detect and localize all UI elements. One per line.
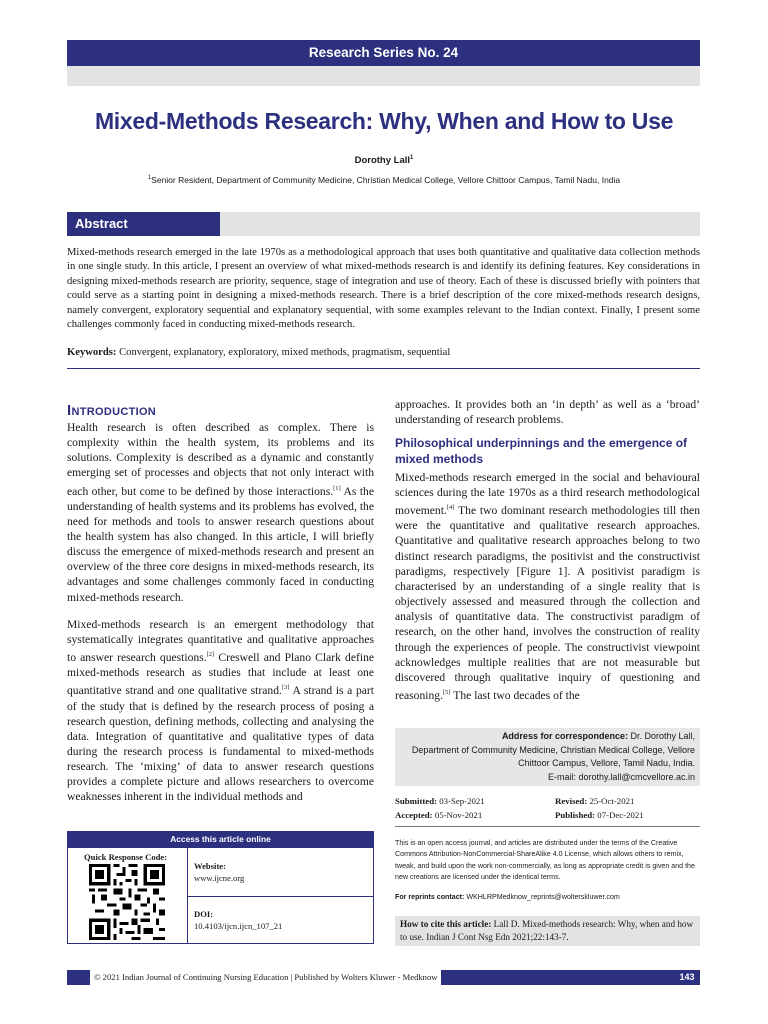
abstract-text: Mixed-methods research emerged in the late 1970s as a methodological approach that uses both quantitative and qualitative data collection methods in one single study. In this article, I present an overview of what mixed-methods research is and identify its defining features. Key considerations in designing mixed-methods research are priority, sequence, stage of integration and use of theory. Each of these is discussed briefly with pointers that could serve as a starting point in designing a mixed-methods research. There is a brief description of the core mixed-methods research designs, namely convergent, exploratory sequential and explanatory sequential, with some examples relevant to the Indian context. Finally, I present some challenges commonly faced in conducting mixed-methods research. [67, 247, 700, 331]
philosophy-part-b: The two dominant research methodologies till then were the quantitative and qualitative research approaches. Quantitative and qualitative research approaches belong to two distinct research paradigms, the positivist and the constructivist paradigms, respectively [Figure 1]. A positivist paradigm is characterised by an understanding of a single reality that is objectively assessed and measured through the collection and analysis of quantitative data. The constructivist paradigm of research, on the other hand, involves the construction of reality through the experiences of people. The constructivist viewpoint acknowledges multiple realities that are not measurable but discovered through qualitative inquiry of questioning and reasoning. [395, 504, 700, 702]
citation-ref: [4] [446, 504, 455, 512]
keywords-label: Keywords: [67, 347, 117, 358]
intro-continuation: approaches. It provides both an ‘in depth’ as well as a ‘broad’ understanding of research problems. [395, 398, 700, 427]
divider [395, 826, 700, 827]
access-box-heading: Access this article online [67, 831, 374, 848]
intro-p2-part-c: A strand is a part of the study that is defined by the research process of posing a research question, defining methods, collecting and analysing the data. Integration of quantitative and qualitative types of data during the research process is fundamental to mixed-methods research. The ‘mixing’ of data to answer research questions provides a complete picture and allows researchers to overcome weaknesses inherent in the individual methods and [67, 684, 374, 804]
series-banner-underlay [67, 66, 700, 86]
intro-heading-initial: I [67, 402, 72, 419]
intro-p2-part-b: Creswell and Plano Clark define mixed-methods research as studies that include at least one quantitative strand and one qualitative strand. [67, 651, 375, 698]
doi-link[interactable]: 10.4103/ijcn.ijcn_107_21 [194, 921, 283, 931]
intro-heading-rest: NTRODUCTION [71, 406, 157, 418]
citation-ref: [2] [206, 651, 215, 659]
reprints-label: For reprints contact: [395, 893, 465, 901]
citation-ref: [1] [333, 484, 341, 492]
accepted-date [395, 810, 482, 820]
divider [67, 368, 700, 369]
intro-p1-part-a: Health research is often described as complex. There is complexity within the health system, its problems and its solutions. Complexity is described as a dynamic and constantly emerging set of processes and objects that not only interact with each other, but come to be defined by those interactions. [67, 421, 374, 498]
correspondence-name: Dr. Dorothy Lall, [627, 731, 695, 741]
intro-paragraph-2 [67, 617, 374, 805]
access-box-divider [187, 896, 374, 897]
citation-ref: [5] [442, 689, 451, 697]
license-text: This is an open access journal, and articles are distributed under the terms of the Creative Commons Attribution-NonCommercial-ShareAlike 4.0 License, which allows others to remix, tweak, and build upon the work non-commercially, as long as appropriate credit is given and the new creations are licensed under the identical terms. [395, 839, 695, 881]
correspondence-dept: Department of Community Medicine, Christian Medical College, Vellore [411, 744, 695, 755]
reprints-email[interactable]: WKHLRPMedknow_reprints@wolterskluwer.com [464, 893, 620, 901]
citation-ref: [3] [281, 684, 290, 692]
abstract-heading: Abstract [67, 212, 220, 236]
author-name: Dorothy Lall [354, 155, 411, 167]
keywords-list: Convergent, explanatory, exploratory, mixed methods, pragmatism, sequential [119, 347, 451, 358]
citation-label: How to cite this article: [400, 919, 492, 929]
revised-value: 25-Oct-2021 [587, 796, 635, 806]
correspondence-email[interactable]: E-mail: dorothy.lall@cmcvellore.ac.in [547, 771, 695, 782]
website-link[interactable]: www.ijcne.org [194, 873, 245, 883]
page-number: 143 [679, 972, 695, 982]
doi-label: DOI: [194, 909, 214, 919]
footer-copyright: © 2021 Indian Journal of Continuing Nursing Education | Published by Wolters Kluwer - Medknow [90, 970, 441, 985]
intro-p1-part-b: As the understanding of health systems and its problems has evolved, the need for methods and tools to answer research questions about the health system has also changed. In this article, I will briefly discuss the emergence of mixed-methods research and present an overview of the three core designs in mixed-methods research, its advantages and some challenges commonly faced in conducting mixed-methods research. [67, 484, 374, 604]
intro-paragraph-1 [67, 420, 374, 605]
philosophy-part-c: The last two decades of the [450, 688, 580, 702]
philosophy-heading: Philosophical underpinnings and the emergence of mixed methods [395, 436, 688, 466]
affiliation-text: Senior Resident, Department of Community Medicine, Christian Medical College, Vellore Chittoor Campus, Tamil Nadu, India [151, 175, 621, 185]
affiliation [40, 175, 728, 185]
published-date [555, 810, 644, 820]
submitted-date [395, 796, 485, 806]
revised-label: Revised: [555, 796, 588, 806]
submitted-label: Submitted: [395, 796, 438, 806]
website-label: Website: [194, 861, 226, 871]
correspondence-text [400, 730, 695, 784]
accepted-value: 05-Nov-2021 [432, 810, 483, 820]
philosophy-paragraph [395, 470, 700, 703]
correspondence-label: Address for correspondence: [501, 731, 628, 741]
accepted-label: Accepted: [395, 810, 433, 820]
correspondence-address: Chittoor Campus, Vellore, Tamil Nadu, India. [518, 758, 695, 768]
published-value: 07-Dec-2021 [595, 810, 644, 820]
abstract-heading-bar [220, 212, 700, 236]
revised-date [555, 796, 634, 806]
qr-code-icon[interactable] [89, 864, 165, 940]
published-label: Published: [555, 810, 596, 820]
author-sup: 1 [410, 155, 414, 161]
author-line [40, 155, 728, 166]
introduction-heading [67, 402, 156, 419]
keywords [67, 347, 700, 358]
reprints-contact [395, 893, 700, 901]
series-banner: Research Series No. 24 [67, 40, 700, 66]
qr-label: Quick Response Code: [84, 852, 168, 862]
intro-p2-part-a: Mixed-methods research is an emergent methodology that systematically integrates quantitative and qualitative approaches to answer research questions. [67, 618, 374, 665]
submitted-value: 03-Sep-2021 [437, 796, 485, 806]
article-title: Mixed-Methods Research: Why, When and How to Use [94, 108, 674, 134]
citation-text [400, 918, 697, 943]
affiliation-sup: 1 [147, 175, 152, 182]
philosophy-part-a: Mixed-methods research emerged in the social and behavioural sciences during the late 1970s as a third research methodological movement. [395, 471, 700, 518]
citation-body: Lall D. Mixed-methods research: Why, when and how to use. Indian J Cont Nsg Edn 2021;22:143-7. [400, 919, 694, 942]
